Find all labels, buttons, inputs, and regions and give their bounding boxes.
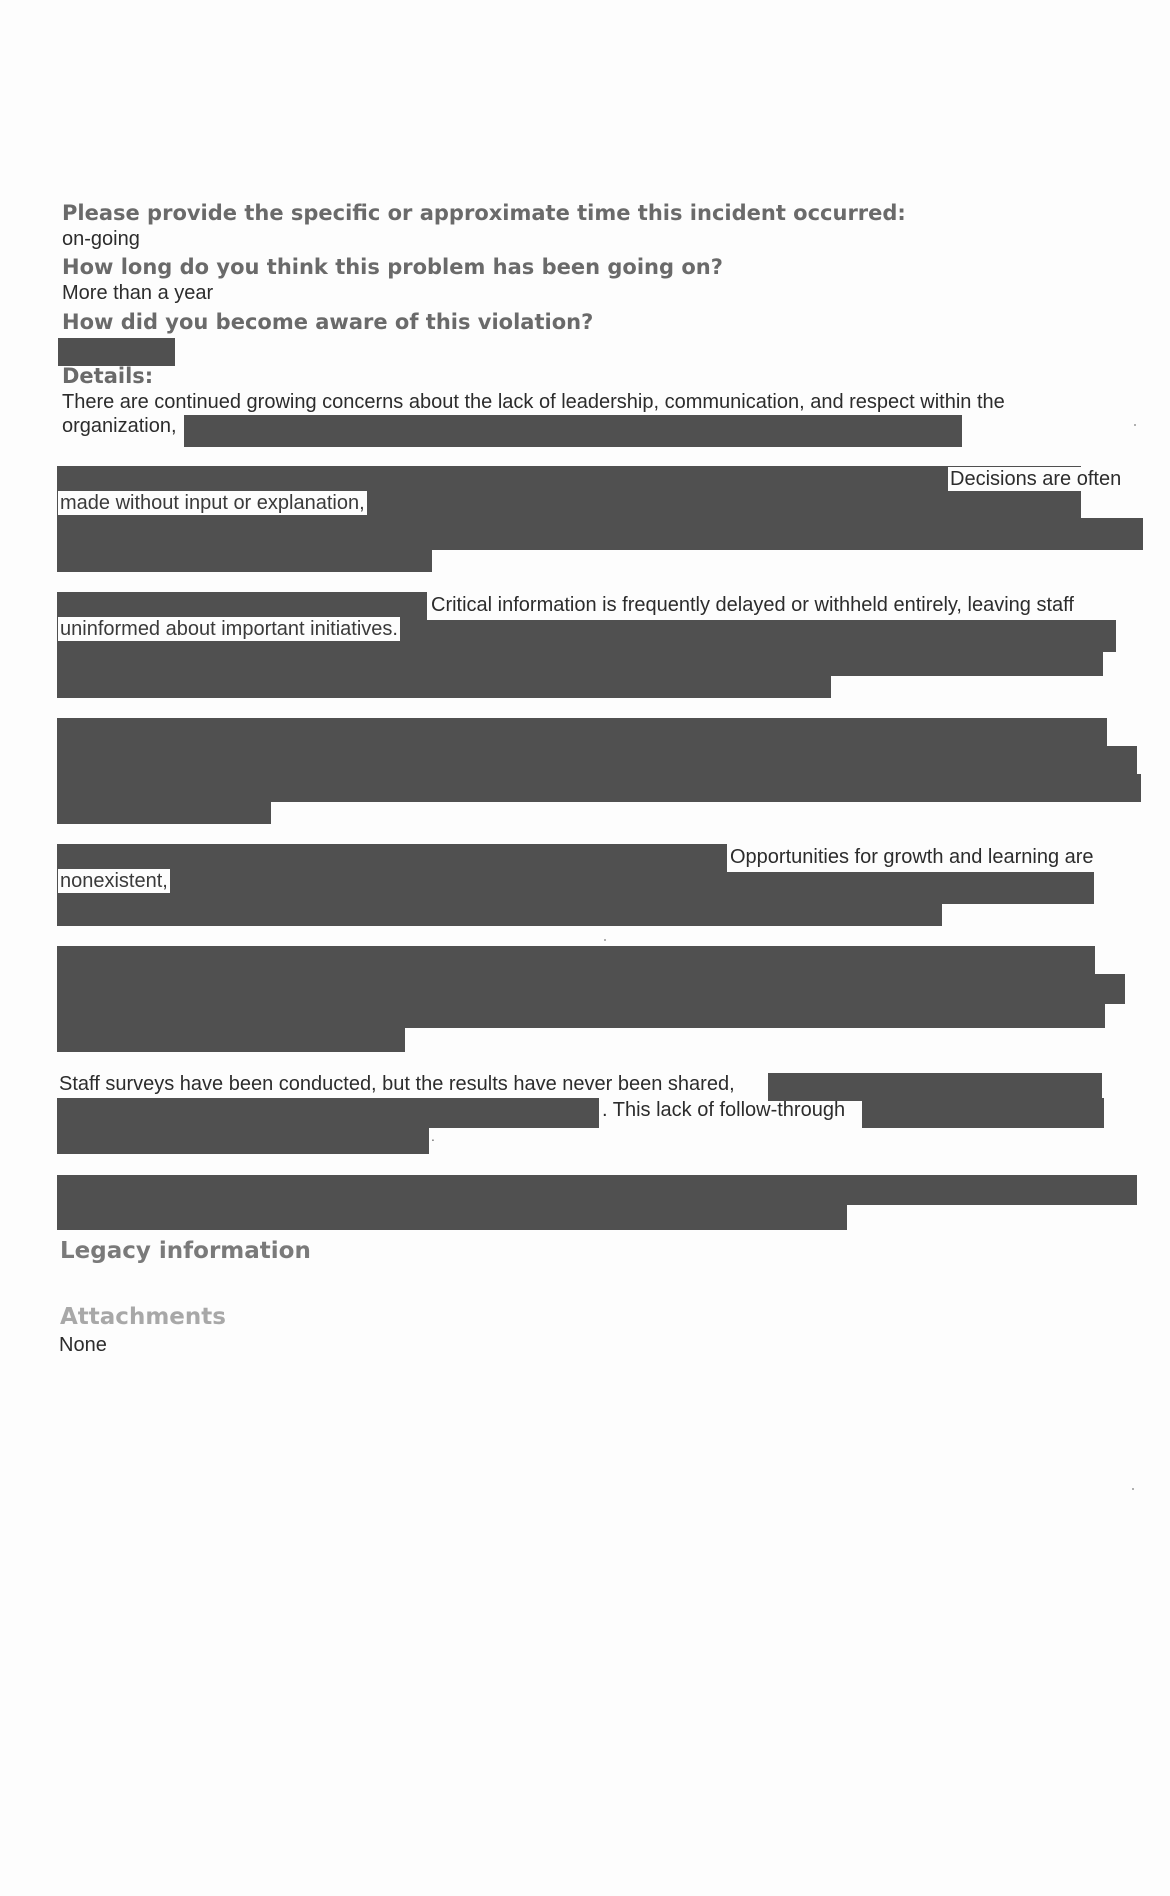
details-fragment-decisions-cont: made without input or explanation, — [60, 492, 365, 514]
redaction-box — [57, 872, 1094, 904]
redaction-box — [57, 1026, 405, 1052]
redaction-box — [862, 1098, 1104, 1128]
awareness-question-label: How did you become aware of this violation? — [62, 310, 594, 334]
redaction-box — [57, 1126, 429, 1154]
redaction-box — [57, 518, 1143, 550]
redaction-box — [57, 1098, 599, 1128]
details-fragment-growth: Opportunities for growth and learning are — [730, 846, 1094, 868]
legacy-information-heading: Legacy information — [60, 1238, 311, 1264]
redaction-box — [57, 650, 1103, 676]
details-fragment-critical-cont: uninformed about important initiatives. — [60, 618, 398, 640]
redaction-box — [57, 974, 1125, 1004]
details-fragment-surveys: Staff surveys have been conducted, but the results have never been shared, — [59, 1073, 735, 1095]
redaction-box — [768, 1073, 1102, 1101]
redaction-box — [57, 946, 1095, 976]
redaction-box — [57, 902, 942, 926]
scan-speck — [604, 939, 606, 941]
attachments-heading: Attachments — [60, 1304, 226, 1330]
redaction-box — [184, 415, 962, 447]
duration-answer: More than a year — [62, 282, 214, 304]
details-fragment-period: . — [431, 1128, 435, 1144]
redaction-box — [57, 774, 1141, 802]
details-label: Details: — [62, 364, 154, 388]
redaction-box — [58, 338, 175, 366]
redaction-box — [57, 746, 1137, 776]
time-question-label: Please provide the specific or approximate time this incident occurred: — [62, 201, 906, 225]
redaction-box — [57, 548, 432, 572]
redaction-box — [57, 1203, 847, 1230]
redaction-box — [57, 1175, 1137, 1205]
details-fragment-critical: Critical information is frequently delayed or withheld entirely, leaving staff — [431, 594, 1074, 616]
redaction-box — [57, 800, 271, 824]
details-fragment-decisions: Decisions are often — [950, 468, 1122, 490]
redaction-box — [57, 1002, 1105, 1028]
scan-speck — [1134, 424, 1136, 426]
duration-question-label: How long do you think this problem has been going on? — [62, 255, 723, 279]
time-answer: on-going — [62, 228, 140, 250]
attachments-value: None — [59, 1334, 107, 1356]
redaction-box — [57, 674, 831, 698]
details-line-1: There are continued growing concerns about the lack of leadership, communication, and respect within the — [62, 391, 1005, 413]
scan-speck — [1132, 1488, 1134, 1490]
details-fragment-growth-cont: nonexistent, — [60, 870, 168, 892]
details-fragment-follow-through: . This lack of follow-through — [602, 1099, 846, 1121]
details-line-2: organization, — [62, 415, 177, 437]
redaction-box — [57, 718, 1107, 748]
